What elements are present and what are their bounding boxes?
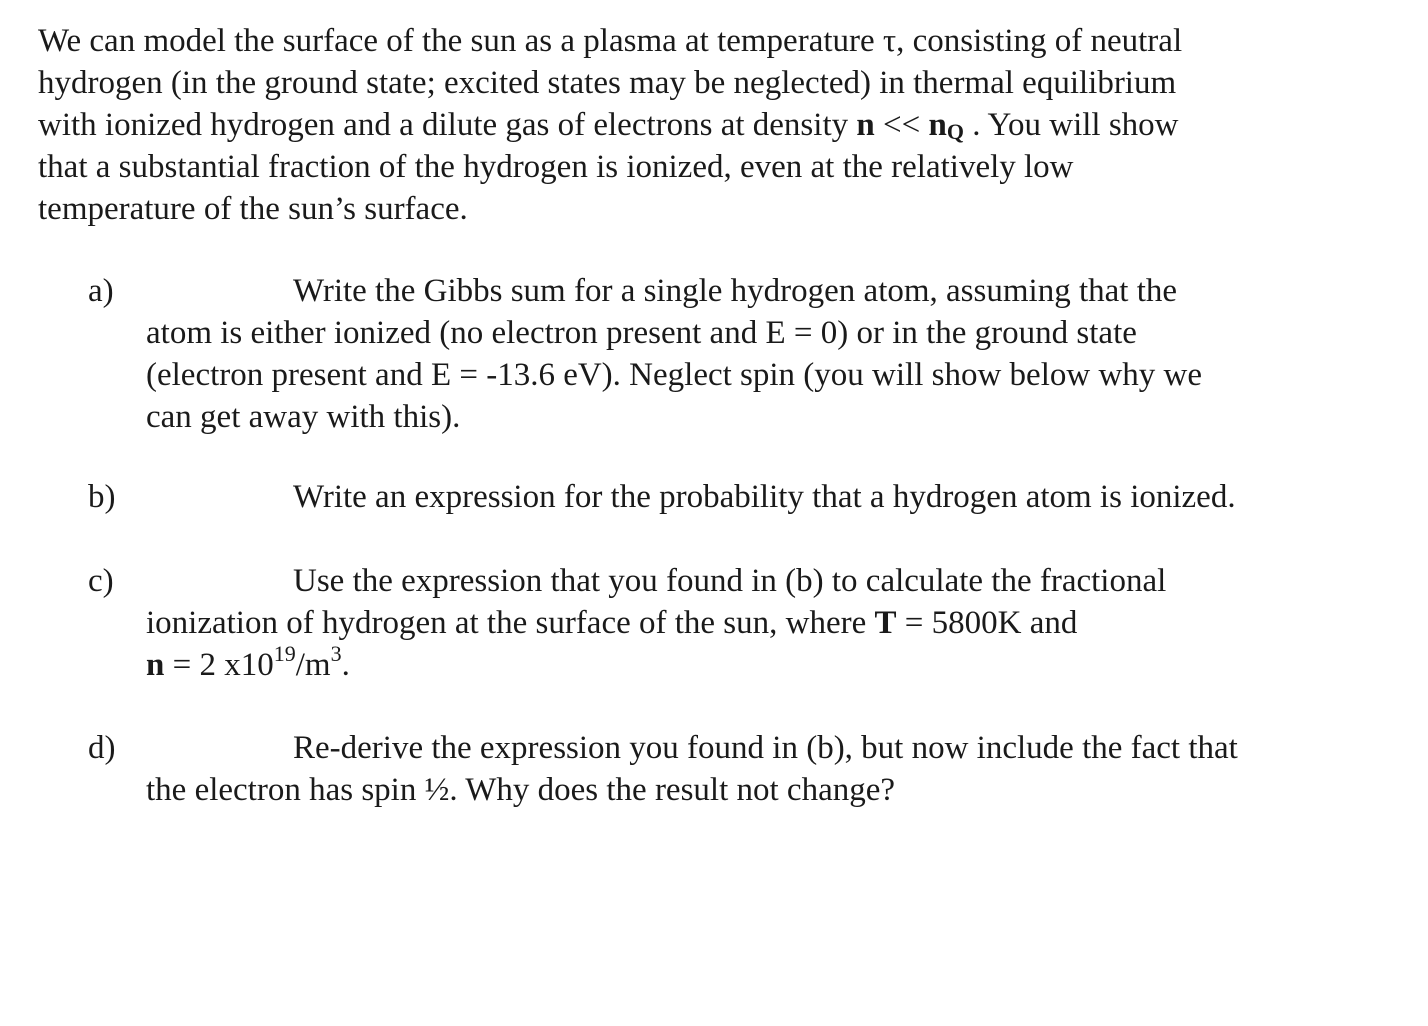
part-c-line-1: Use the expression that you found in (b) to calculate the fractional (293, 563, 1167, 599)
part-d-line-2: the electron has spin ½. Why does the result not change? (146, 772, 896, 808)
intro-line-1: We can model the surface of the sun as a plasma at temperature τ, consisting of neutral (38, 23, 1183, 59)
part-c-label: c) (88, 563, 114, 599)
quantum-density-symbol: n (928, 107, 947, 143)
temperature-symbol: T (874, 605, 897, 641)
question-part-b (88, 476, 1408, 518)
density-period: . (341, 647, 350, 683)
question-part-a (88, 270, 1408, 438)
part-d-line-1: Re-derive the expression you found in (b), but now include the fact that (293, 730, 1238, 766)
part-c-line-2-text: ionization of hydrogen at the surface of the sun, where (146, 605, 875, 641)
part-b-line-1: Write an expression for the probability that a hydrogen atom is ionized. (293, 479, 1236, 515)
intro-line-3-text: with ionized hydrogen and a dilute gas of electrons at density (38, 107, 857, 143)
intro-line-3 (38, 104, 1408, 146)
density-symbol-c: n (146, 647, 165, 683)
part-c-line-2-end: = 5800K and (896, 605, 1078, 641)
intro-line-2: hydrogen (in the ground state; excited states may be neglected) in thermal equilibrium (38, 65, 1177, 101)
intro-line-3-end: . You will show (963, 107, 1179, 143)
part-b-label: b) (88, 479, 116, 515)
part-a-line-1: Write the Gibbs sum for a single hydrogen atom, assuming that the (293, 273, 1178, 309)
part-a-line-2: atom is either ionized (no electron present and E = 0) or in the ground state (146, 315, 1137, 351)
part-c-line-2 (146, 602, 1408, 644)
part-a-label: a) (88, 273, 114, 309)
question-part-d (88, 727, 1408, 811)
unit-exponent: 3 (330, 641, 342, 666)
question-part-c (88, 560, 1408, 686)
density-unit: /m (295, 647, 331, 683)
part-a-line-4: can get away with this). (146, 399, 461, 435)
much-less-than: << (874, 107, 929, 143)
density-symbol: n (856, 107, 875, 143)
quantum-subscript: Q (946, 119, 964, 144)
intro-line-5: temperature of the sun’s surface. (38, 191, 468, 227)
density-value: = 2 x10 (164, 647, 274, 683)
intro-line-4: that a substantial fraction of the hydrogen is ionized, even at the relatively low (38, 149, 1074, 185)
density-exponent: 19 (273, 641, 296, 666)
part-c-line-3 (146, 641, 1408, 686)
part-d-label: d) (88, 730, 116, 766)
intro-paragraph (38, 20, 1408, 230)
part-a-line-3: (electron present and E = -13.6 eV). Neglect spin (you will show below why we (146, 357, 1202, 393)
